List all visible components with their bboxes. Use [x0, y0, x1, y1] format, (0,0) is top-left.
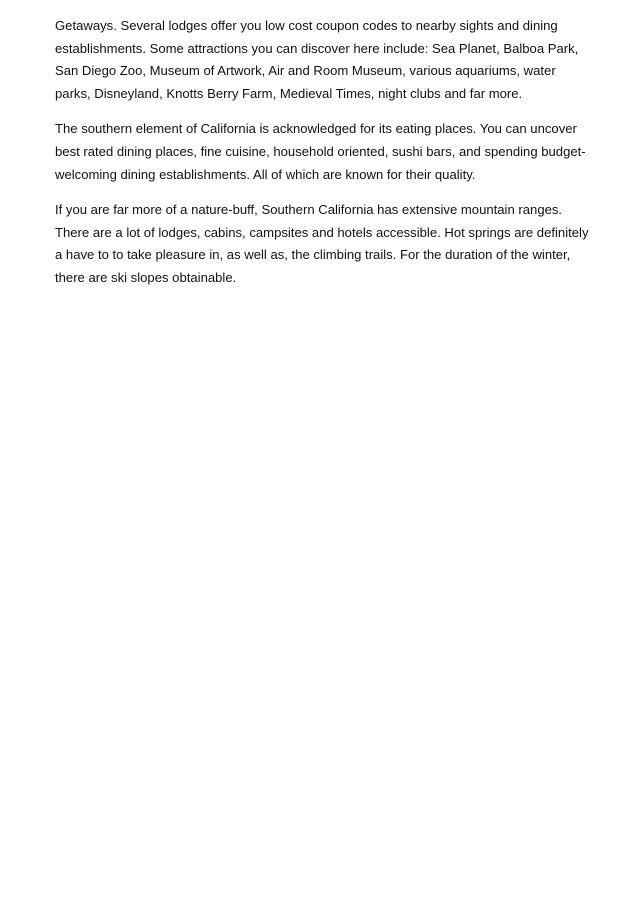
document-body: [55, 15, 589, 303]
text-line: best rated dining places, fine cuisine, household oriented, sushi bars, and spending budget-: [55, 143, 586, 159]
paragraph-dining: [55, 118, 585, 186]
text-line: The southern element of California is acknowledged for its eating places. You can uncover: [55, 121, 577, 137]
text-line: welcoming dining establishments. All of which are known for their quality.: [55, 166, 476, 182]
text-line: a have to to take pleasure in, as well as, the climbing trails. For the duration of the winter,: [55, 247, 571, 263]
text-line: Getaways. Several lodges offer you low cost coupon codes to nearby sights and dining: [55, 18, 558, 33]
text-line: There are a lot of lodges, cabins, campsites and hotels accessible. Hot springs are definitely: [55, 224, 589, 240]
paragraph-nature: [55, 199, 589, 289]
text-line: establishments. Some attractions you can discover here include: Sea Planet, Balboa Park,: [55, 40, 579, 56]
text-line: If you are far more of a nature-buff, Southern California has extensive mountain ranges.: [55, 202, 563, 218]
paragraph-getaways: [55, 15, 585, 105]
text-line: parks, Disneyland, Knotts Berry Farm, Medieval Times, night clubs and far more.: [55, 85, 523, 101]
text-line: San Diego Zoo, Museum of Artwork, Air and Room Museum, various aquariums, water: [55, 63, 556, 79]
text-line: there are ski slopes obtainable.: [55, 269, 237, 285]
